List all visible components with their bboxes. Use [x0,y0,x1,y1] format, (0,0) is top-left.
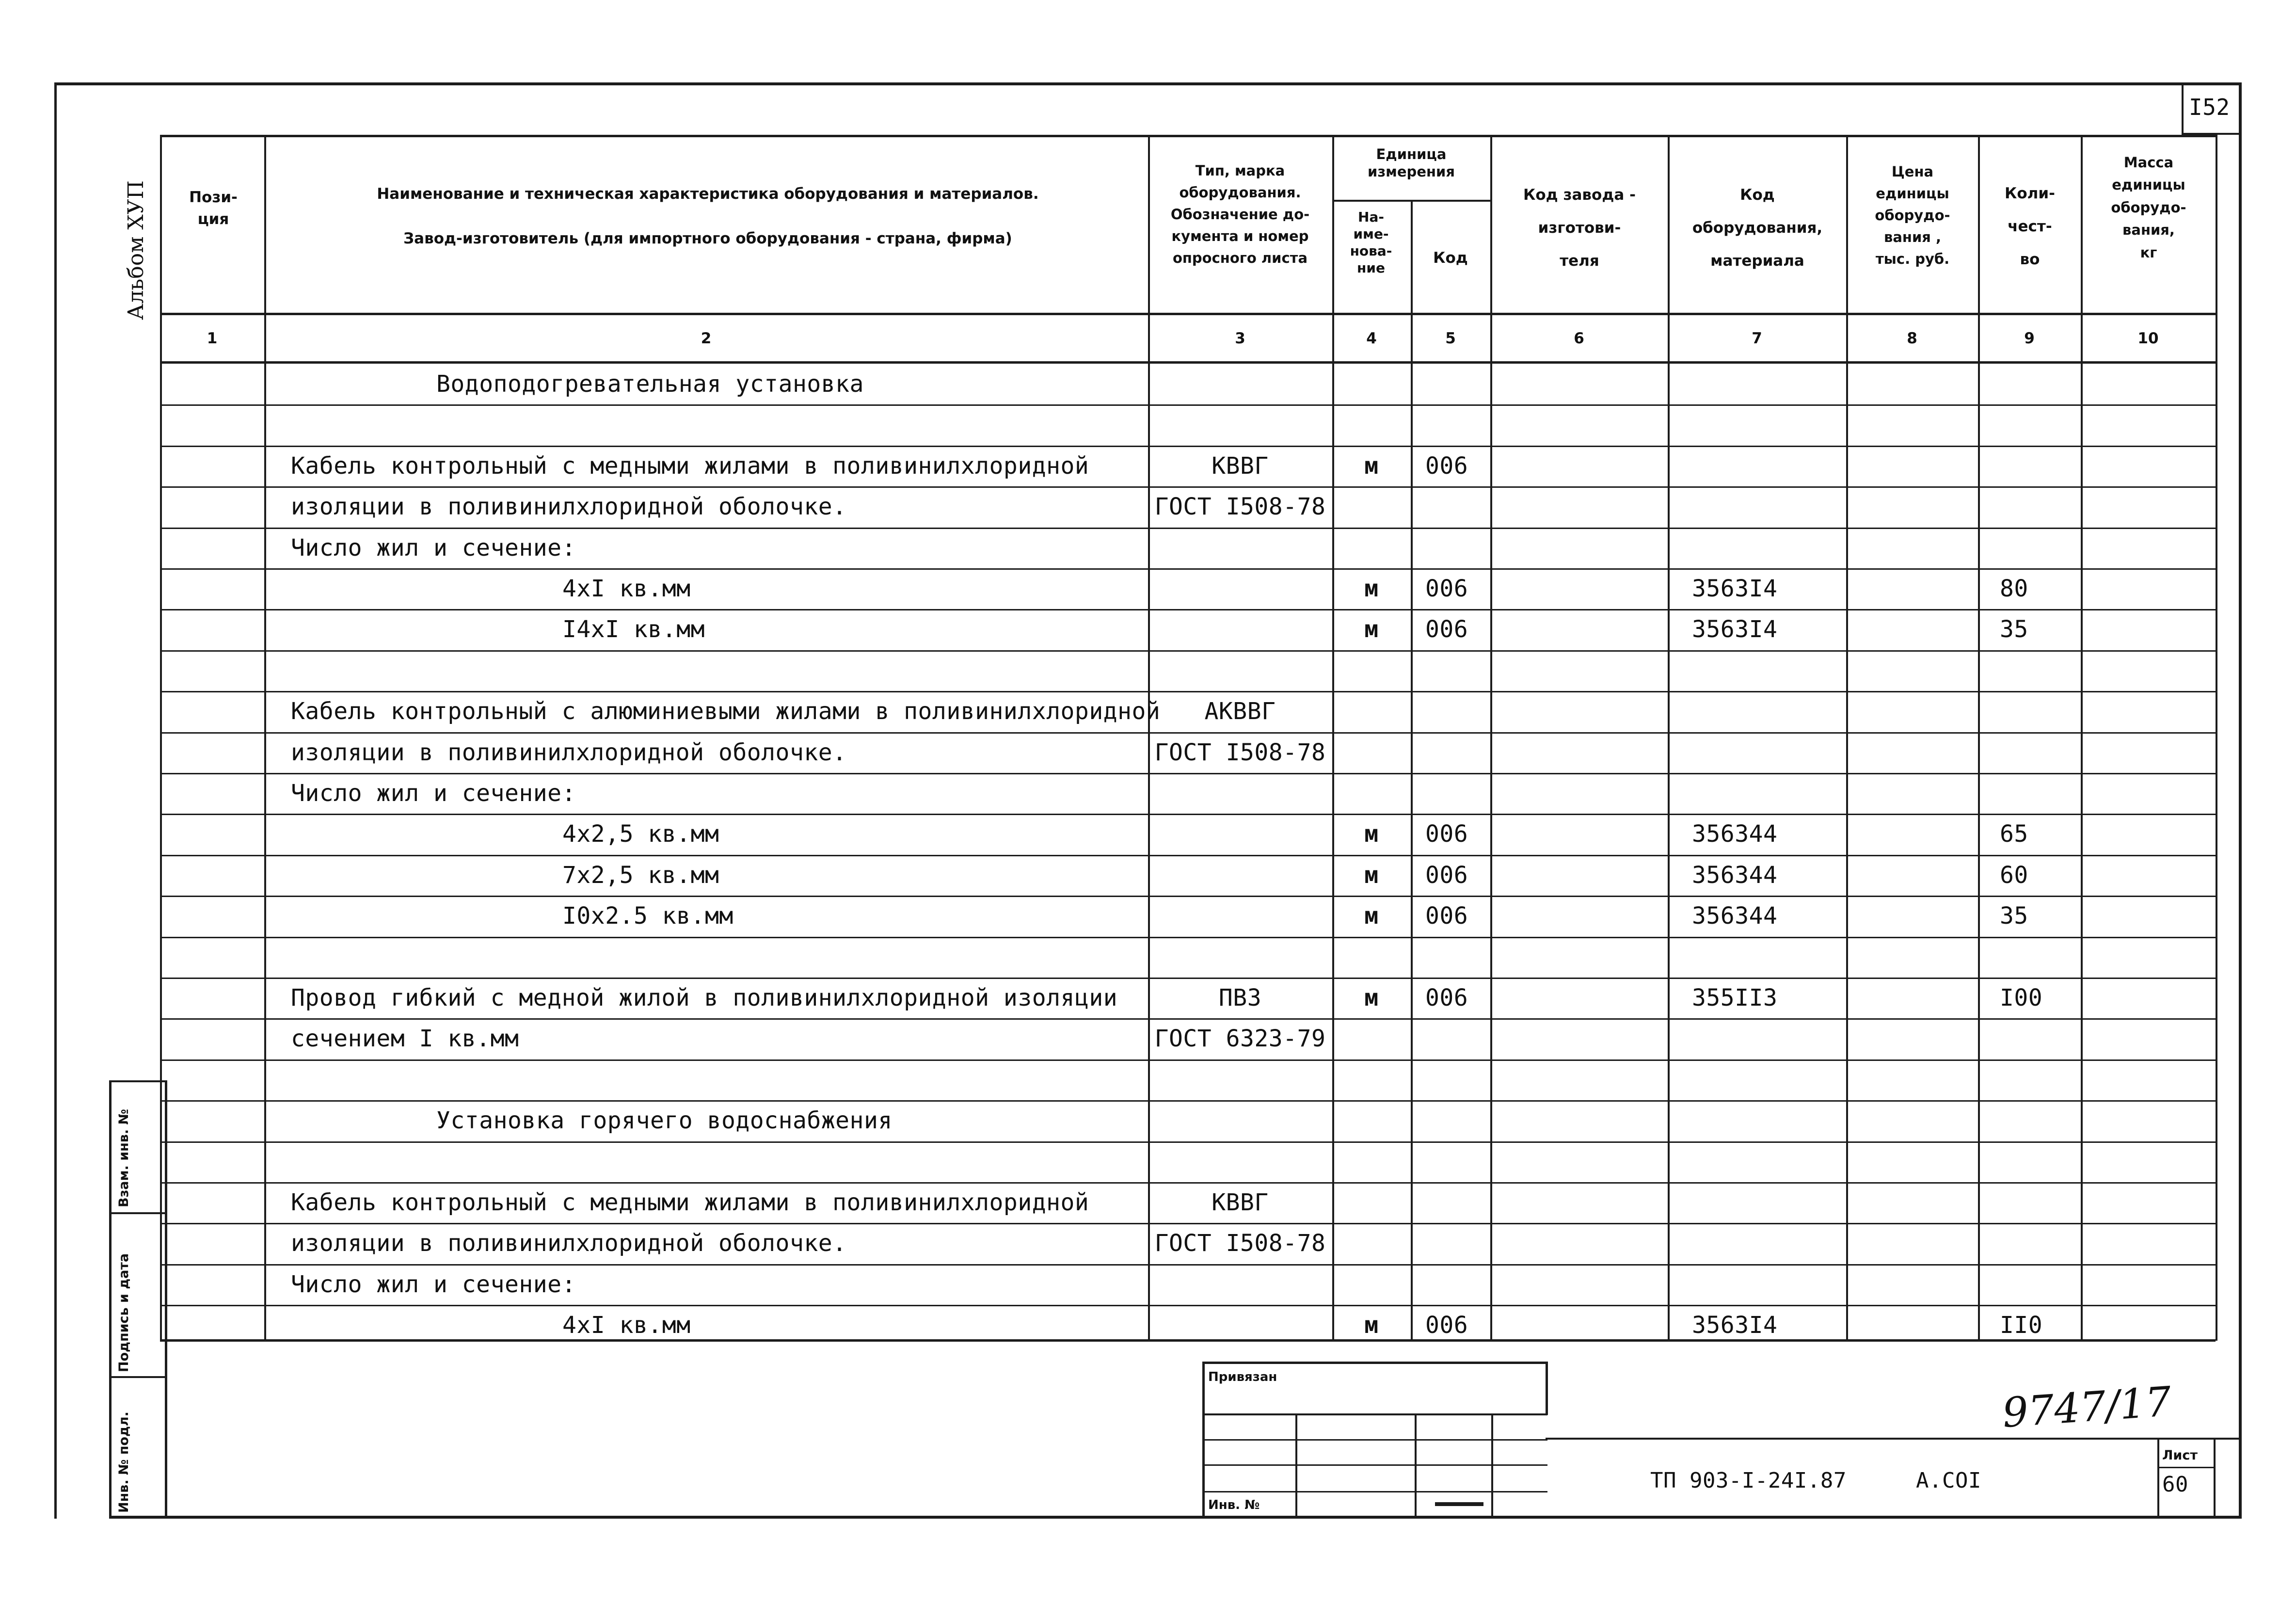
header-name-line1: Наименование и техническая характеристика оборудования и материалов. [377,185,1039,203]
header-unit-name: На- име- нова- ние [1350,209,1392,276]
item-unit: м [1364,984,1379,1011]
column-number: 6 [1574,330,1584,347]
stamp-document-code: ТП 903-I-24I.87 [1650,1468,1847,1493]
header-price: Цена единицы оборудо- вания , тыс. руб. [1875,163,1950,267]
header-position: Пози- ция [189,189,238,228]
stamp-handwritten-number: 9747/17 [2001,1377,2173,1437]
item-quantity: 35 [2000,902,2028,930]
item-unit-code: 006 [1425,452,1468,480]
item-material-code: 3563I4 [1692,616,1778,643]
row-line [160,1264,2216,1266]
row-line [160,814,2216,815]
item-unit: м [1364,575,1379,602]
item-quantity: I00 [2000,984,2043,1011]
row-line [160,1305,2216,1306]
header-mass: Масса единицы оборудо- вания, кг [2111,154,2186,261]
item-name: 4хI кв.мм [562,575,691,602]
row-line [160,609,2216,610]
frame-top [54,82,2242,85]
row-line [160,978,2216,979]
table-top [160,135,2216,137]
item-unit: м [1364,452,1379,480]
column-number: 4 [1366,330,1377,347]
item-name: изоляции в поливинилхлоридной оболочке. [291,1230,847,1257]
row-line [160,896,2216,897]
column-number: 10 [2137,330,2159,347]
item-type: ГОСТ I508-78 [1154,1230,1326,1257]
item-type: ГОСТ I508-78 [1154,493,1326,520]
side-label-podpis: Подпись и дата [116,1253,131,1372]
row-line [160,446,2216,447]
item-material-code: 3563I4 [1692,1312,1778,1339]
frame-left [54,82,57,1519]
item-type: ПВЗ [1218,984,1262,1011]
item-name: Число жил и сечение: [291,1271,576,1298]
stamp-sheet-label: Лист [2162,1448,2198,1463]
item-name: изоляции в поливинилхлоридной оболочке. [291,493,847,520]
row-line [160,937,2216,938]
item-name: 4х2,5 кв.мм [562,820,719,848]
column-line [2081,135,2083,1341]
row-line [160,732,2216,734]
item-unit: м [1364,902,1379,930]
item-unit-code: 006 [1425,616,1468,643]
column-line [1148,135,1150,1341]
item-unit: м [1364,820,1379,848]
row-line [160,691,2216,692]
column-line [1978,135,1980,1341]
column-number: 5 [1445,330,1456,347]
row-line [160,528,2216,529]
item-quantity: 35 [2000,616,2028,643]
header-unit-group: Единица измерения [1368,146,1455,180]
stamp-album-code: А.COI [1916,1468,1981,1493]
column-number: 1 [207,330,218,347]
item-quantity: 65 [2000,820,2028,848]
section-title: Водоподогревательная установка [436,370,864,398]
row-line [160,1100,2216,1102]
row-line [160,773,2216,774]
frame-bottom [111,1516,2242,1519]
side-label-vzam: Взам. инв. № [116,1108,131,1207]
column-line [1846,135,1848,1341]
row-line [160,568,2216,570]
column-line [1332,135,1334,1341]
row-line [160,855,2216,856]
section-title: Установка горячего водоснабжения [436,1107,893,1134]
item-material-code: 355II3 [1692,984,1778,1011]
item-type: ГОСТ 6323-79 [1154,1025,1326,1052]
item-quantity: 80 [2000,575,2028,602]
header-bottom [160,313,2216,315]
side-label-inv-podl: Инв. № подл. [116,1412,131,1513]
column-line [264,135,266,1341]
item-material-code: 356344 [1692,902,1778,930]
item-name: Провод гибкий с медной жилой в поливинилхлоридной изоляции [291,984,1118,1011]
item-unit-code: 006 [1425,862,1468,889]
column-line [1668,135,1670,1341]
stamp-inv-no: Инв. № [1208,1498,1260,1512]
item-name: изоляции в поливинилхлоридной оболочке. [291,739,847,766]
item-name: Число жил и сечение: [291,780,576,807]
item-type: КВВГ [1212,1189,1269,1216]
sheet-number-top: I52 [2189,94,2230,120]
item-name: Кабель контрольный с медными жилами в поливинилхлоридной [291,452,1089,480]
item-name: I0х2.5 кв.мм [562,902,733,930]
item-name: I4хI кв.мм [562,616,705,643]
column-line [1411,200,1413,1341]
item-unit: м [1364,1312,1379,1339]
row-line [160,1223,2216,1224]
item-unit-code: 006 [1425,902,1468,930]
frame-right [2239,82,2242,1519]
column-number: 3 [1235,330,1245,347]
item-quantity: II0 [2000,1312,2043,1339]
item-type: АКВВГ [1204,698,1276,725]
row-line [160,1182,2216,1184]
row-line [160,1059,2216,1061]
column-line [1490,135,1492,1341]
item-material-code: 356344 [1692,820,1778,848]
column-number: 7 [1752,330,1762,347]
header-name-line2: Завод-изготовитель (для импортного оборудования - страна, фирма) [403,230,1012,247]
item-type: ГОСТ I508-78 [1154,739,1326,766]
header-quantity: Коли- чест- во [2005,185,2055,269]
item-unit-code: 006 [1425,984,1468,1011]
item-unit-code: 006 [1425,820,1468,848]
item-unit-code: 006 [1425,575,1468,602]
row-line [160,486,2216,488]
item-name: 7х2,5 кв.мм [562,862,719,889]
header-type: Тип, марка оборудования. Обозначение до- кумента и номер опросного листа [1170,162,1310,266]
item-unit: м [1364,616,1379,643]
row-line [160,1018,2216,1020]
column-line [160,135,162,1341]
table-bottom [160,1339,2216,1342]
row-line [160,1141,2216,1143]
item-unit-code: 006 [1425,1312,1468,1339]
header-material-code: Код оборудования, материала [1692,186,1823,270]
row-line [160,404,2216,406]
header-factory-code: Код завода - изготови- теля [1523,186,1636,270]
item-name: 4хI кв.мм [562,1312,691,1339]
item-type: КВВГ [1212,452,1269,480]
item-name: сечением I кв.мм [291,1025,519,1052]
stamp-privyazan: Привязан [1208,1370,1277,1384]
column-number: 8 [1907,330,1917,347]
row-line [160,650,2216,652]
item-quantity: 60 [2000,862,2028,889]
item-name: Кабель контрольный с медными жилами в поливинилхлоридной [291,1189,1089,1216]
header-unit-code: Код [1433,249,1468,267]
item-material-code: 356344 [1692,862,1778,889]
item-unit: м [1364,862,1379,889]
numrow-bottom [160,361,2216,364]
column-number: 9 [2024,330,2035,347]
item-material-code: 3563I4 [1692,575,1778,602]
stamp-sheet-number: 60 [2162,1472,2188,1497]
column-line [2216,135,2217,1341]
item-name: Число жил и сечение: [291,534,576,561]
item-name: Кабель контрольный с алюминиевыми жилами в поливинилхлоридной [291,698,1161,725]
album-label: Альбом XУП [124,180,148,320]
column-number: 2 [701,330,712,347]
